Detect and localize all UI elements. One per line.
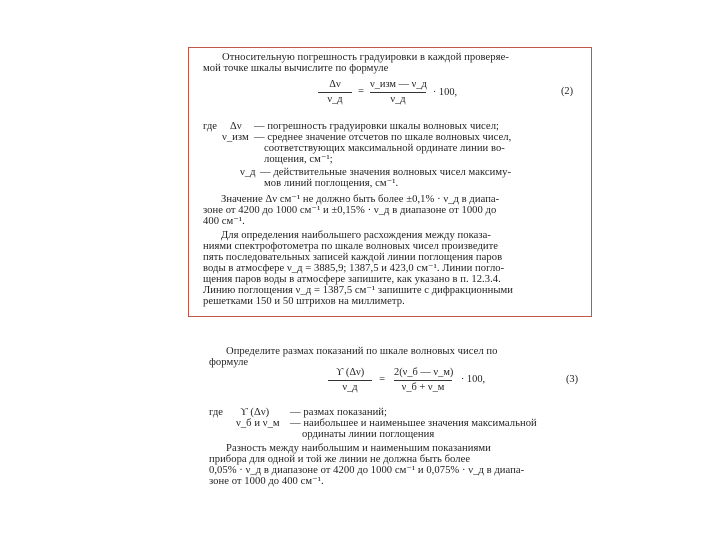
s1-value-line: Значение Δν см⁻¹ не должно быть более ±0,1% · ν_д в диапа- xyxy=(221,194,500,205)
s1-def-text: — среднее значение отсчетов по шкале волновых чисел, xyxy=(254,132,512,143)
s2-para-line: 0,05% · ν_д в диапазоне от 4200 до 1000 см⁻¹ и 0,075% · ν_д в диапа- xyxy=(209,465,525,476)
f3-right-den: ν_б + ν_м xyxy=(401,382,445,393)
s2-para-line: зоне от 1000 до 400 см⁻¹. xyxy=(209,476,324,487)
s2-intro-line2: формуле xyxy=(209,357,249,368)
s1-def-text: лощения, см⁻¹; xyxy=(264,154,333,165)
f3-left-num: ϒ (Δν) xyxy=(335,367,365,378)
f2-right-bar xyxy=(370,92,426,93)
s1-intro-line2: мой точке шкалы вычислите по формуле xyxy=(203,63,389,74)
s2-para-line: прибора для одной и той же линии не должна быть более xyxy=(209,454,471,465)
s1-value-line: 400 см⁻¹. xyxy=(203,216,245,227)
f3-left-bar xyxy=(328,380,372,381)
s2-where-label: где xyxy=(209,407,224,418)
s1-para-line: пять последовательных записей каждой линии поглощения паров xyxy=(203,252,503,263)
s1-para-line: ниями спектрофотометра по шкале волновых чисел произведите xyxy=(203,241,499,252)
s1-def-text: мов линий поглощения, см⁻¹. xyxy=(264,178,399,189)
s1-def-sym: Δν xyxy=(230,121,242,132)
f3-number: (3) xyxy=(565,374,579,385)
s1-para-line: решетками 150 и 50 штрихов на миллиметр. xyxy=(203,296,405,307)
s2-intro-line1: Определите размах показаний по шкале волновых чисел по xyxy=(226,346,498,357)
f3-right-num: 2(ν_б — ν_м) xyxy=(394,367,454,378)
s1-para-line: Для определения наибольшего расхождения между показа- xyxy=(221,230,491,241)
f3-right-bar xyxy=(394,380,452,381)
f3-equals: = xyxy=(379,374,385,385)
s1-para-line: Линию поглощения ν_д = 1387,5 см⁻¹ запишите с дифракционными xyxy=(203,285,513,296)
s1-def-sym: ν_изм xyxy=(222,132,249,143)
f2-number: (2) xyxy=(560,86,574,97)
s1-where-label: где xyxy=(203,121,218,132)
f2-equals: = xyxy=(358,86,364,97)
s1-intro-line1: Относительную погрешность градуировки в каждой проверяе- xyxy=(222,52,509,63)
f2-left-den: ν_д xyxy=(327,94,343,105)
f2-left-num: Δν xyxy=(329,79,341,90)
f2-right-den: ν_д xyxy=(390,94,406,105)
s2-def-text: — наибольшее и наименьшее значения максимальной xyxy=(290,418,537,429)
s2-def-sym: ϒ (Δν) xyxy=(240,407,270,418)
s2-def-sym: ν_б и ν_м xyxy=(236,418,280,429)
f2-right-num: ν_изм — ν_д xyxy=(370,79,427,90)
s1-def-text: соответствующих максимальной ординате линии во- xyxy=(264,143,505,154)
s1-para-line: воды в атмосфере ν_д = 3885,9; 1387,5 и 423,0 см⁻¹. Линии погло- xyxy=(203,263,505,274)
s2-para-line: Разность между наибольшим и наименьшим показаниями xyxy=(226,443,491,454)
f3-left-den: ν_д xyxy=(342,382,358,393)
s1-def-text: — погрешность градуировки шкалы волновых чисел; xyxy=(254,121,500,132)
s2-def-text: ординаты линии поглощения xyxy=(302,429,435,440)
s2-def-text: — размах показаний; xyxy=(290,407,387,418)
f2-left-bar xyxy=(318,92,352,93)
s1-def-text: — действительные значения волновых чисел максиму- xyxy=(260,167,512,178)
f3-multiplier: · 100, xyxy=(460,374,486,385)
s1-def-sym: ν_д xyxy=(240,167,256,178)
s1-value-line: зоне от 4200 до 1000 см⁻¹ и ±0,15% · ν_д в диапазоне от 1000 до xyxy=(203,205,497,216)
s1-para-line: щения паров воды в атмосфере запишите, как указано в п. 12.3.4. xyxy=(203,274,501,285)
f2-multiplier: · 100, xyxy=(432,87,458,98)
